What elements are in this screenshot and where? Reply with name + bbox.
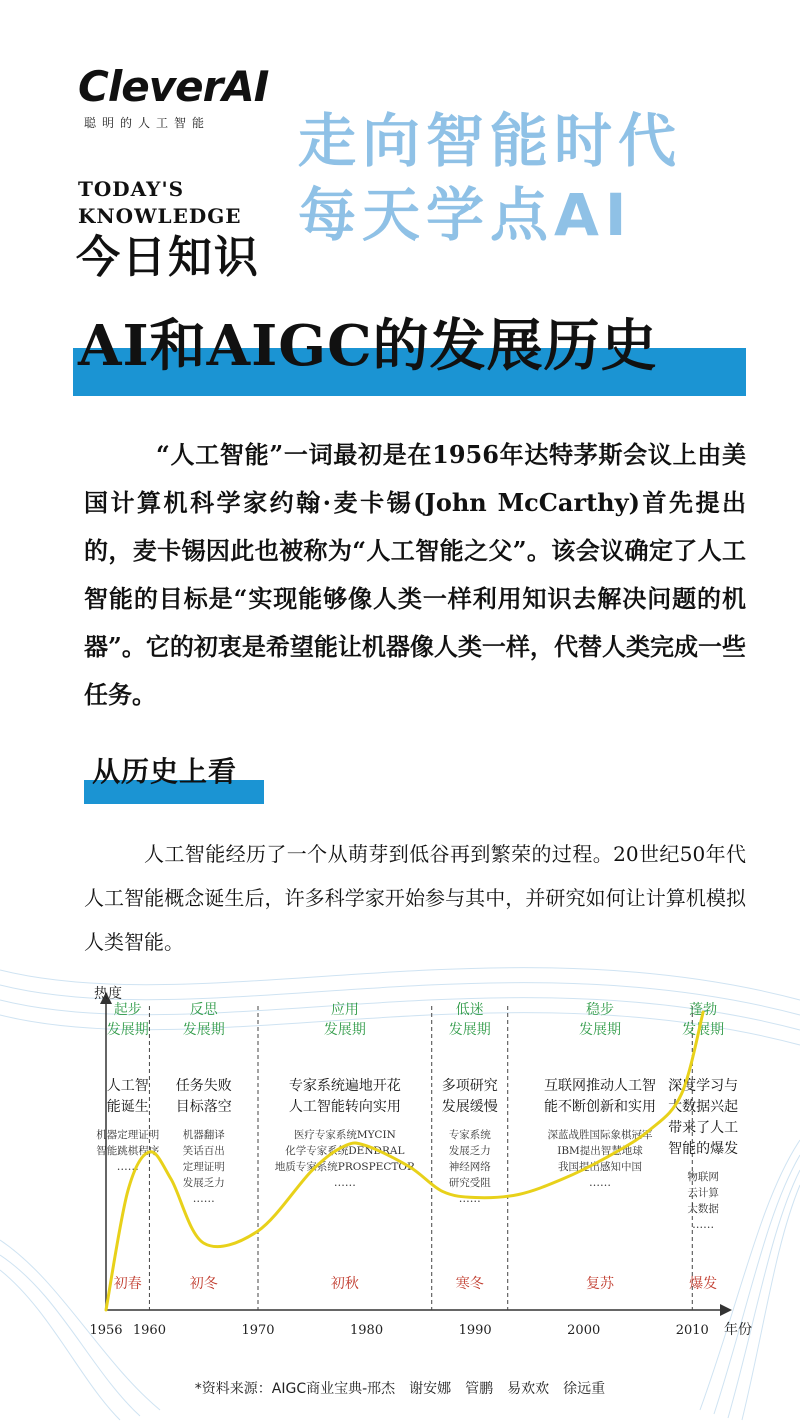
today-line2: KNOWLEDGE <box>78 204 242 228</box>
period-headline: 多项研究发展缓慢 <box>441 1078 498 1115</box>
section-heading: 从历史上看 <box>92 755 238 788</box>
period-phase-label: 起步发展期 <box>106 1002 149 1038</box>
period-headline: 任务失败目标落空 <box>175 1078 232 1115</box>
period-phase-label: 稳步发展期 <box>579 1002 621 1038</box>
y-axis-label: 热度 <box>94 986 122 1002</box>
period-headline: 人工智能诞生 <box>106 1078 149 1115</box>
period-details: 医疗专家系统MYCIN 化学专家系统DENDRAL 地质专家系统PROSPECTOR <box>274 1129 415 1173</box>
period-ellipsis: …… <box>692 1218 715 1231</box>
period-details: 物联网云计算大数据 <box>687 1171 719 1215</box>
period-phase-label: 反思发展期 <box>182 1002 225 1038</box>
period-ellipsis: …… <box>333 1176 356 1189</box>
brand-logo <box>78 62 269 131</box>
slogan-line2: 每天学点AI <box>298 181 633 249</box>
period-season-label: 初冬 <box>189 1276 218 1292</box>
period-headline: 专家系统遍地开花人工智能转向实用 <box>288 1078 401 1115</box>
page-title: AI和AIGC的发展历史 <box>78 313 658 379</box>
period-phase-label: 应用发展期 <box>323 1002 366 1038</box>
x-tick-label: 2010 <box>675 1323 709 1338</box>
period-details: 深蓝战胜国际象棋冠军 IBM提出智慧地球我国提出感知中国 <box>547 1129 653 1173</box>
intro-paragraph: “人工智能”一词最初是在1956年达特茅斯会议上由美国计算机科学家约翰·麦卡锡(John McCarthy)首先提出的，麦卡锡因此也被称为“人工智能之父”。该会议确定了人工智能的目标是“实现能够像人类一样利用知识去解决问题的机器”。它的初衷是希望能让机器像人类一样，代替人类完成一些任务。 <box>84 440 746 709</box>
x-axis-label: 年份 <box>724 1322 752 1338</box>
period-ellipsis: …… <box>589 1176 611 1189</box>
source-note: *资料来源：AIGC商业宝典-邢杰 谢安娜 管鹏 易欢欢 徐远重 <box>194 1381 606 1397</box>
period-headline: 互联网推动人工智能不断创新和实用 <box>544 1078 656 1115</box>
today-line1: TODAY'S <box>78 177 185 201</box>
period-ellipsis: …… <box>116 1160 139 1173</box>
history-paragraph: 人工智能经历了一个从萌芽到低谷再到繁荣的过程。20世纪50年代人工智能概念诞生后，许多科学家开始参与其中，并研究如何让计算机模拟人类智能。 <box>84 842 746 954</box>
period-details: 机器定理证明智能跳棋程序 <box>96 1129 160 1157</box>
x-tick-label: 1970 <box>241 1323 275 1338</box>
slogan-line1: 走向智能时代 <box>298 107 683 175</box>
period-details: 专家系统发展乏力神经网络研究受阻 <box>448 1129 491 1189</box>
period-headline: 深度学习与大数据兴起带来了人工智能的爆发 <box>668 1078 739 1157</box>
period-season-label: 寒冬 <box>455 1276 484 1292</box>
x-tick-label: 1990 <box>458 1323 492 1338</box>
x-tick-label: 1980 <box>350 1323 384 1338</box>
brand-name: CleverAI <box>78 62 269 111</box>
period-season-label: 爆发 <box>689 1276 718 1292</box>
period-season-label: 初春 <box>113 1276 142 1292</box>
period-season-label: 初秋 <box>330 1276 359 1292</box>
x-tick-label: 1956 <box>89 1323 123 1338</box>
period-ellipsis: …… <box>458 1192 481 1205</box>
period-season-label: 复苏 <box>586 1276 614 1292</box>
slogan <box>298 104 682 252</box>
period-ellipsis: …… <box>192 1192 215 1205</box>
ai-history-chart <box>84 976 752 1348</box>
period-phase-label: 低迷发展期 <box>448 1002 491 1038</box>
x-tick-label: 1960 <box>132 1323 166 1338</box>
brand-tagline: 聪明的人工智能 <box>84 116 211 130</box>
today-knowledge-label <box>78 176 242 230</box>
period-details: 机器翻译笑话百出定理证明发展乏力 <box>182 1129 225 1189</box>
x-tick-label: 2000 <box>567 1323 601 1338</box>
today-knowledge-cn: 今日知识 <box>76 232 260 283</box>
period-phase-label: 蓬勃发展期 <box>682 1002 725 1038</box>
